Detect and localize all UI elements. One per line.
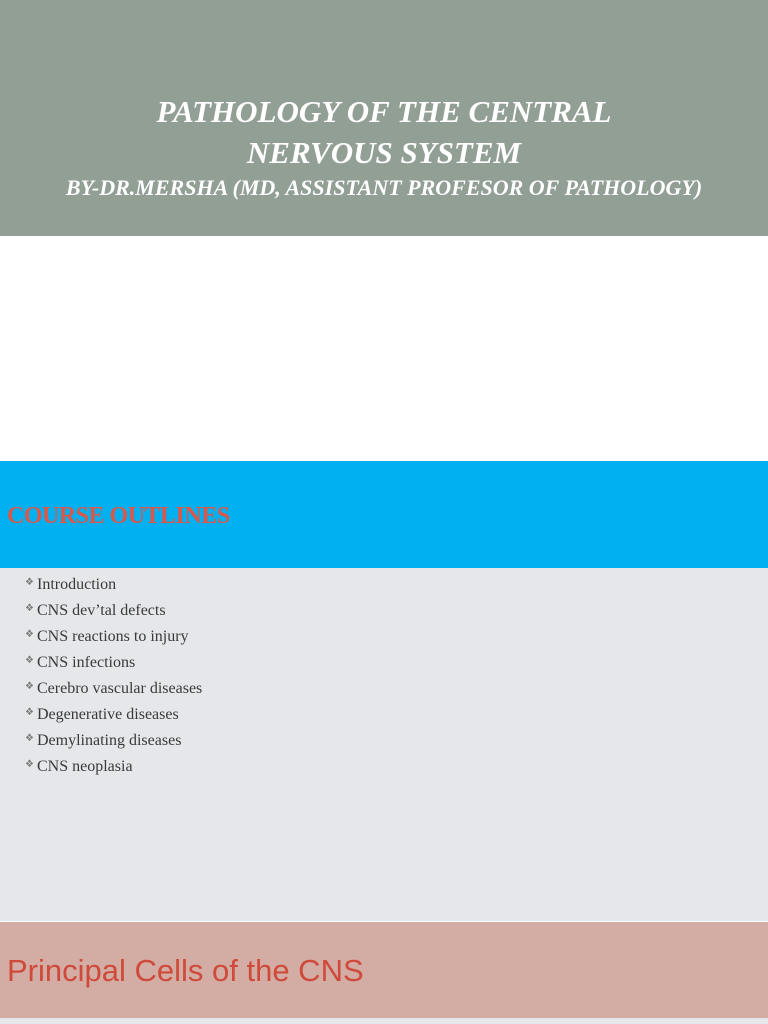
list-item-text: Cerebro vascular diseases bbox=[37, 680, 203, 697]
outline-list bbox=[25, 571, 202, 779]
next-slide-edge bbox=[0, 1018, 768, 1024]
diamond-bullet-icon: ❖ bbox=[25, 629, 34, 640]
list-item bbox=[25, 571, 202, 597]
cells-heading: Principal Cells of the CNS bbox=[7, 953, 364, 988]
diamond-bullet-icon: ❖ bbox=[25, 603, 34, 614]
title-slide bbox=[0, 0, 768, 236]
diamond-bullet-icon: ❖ bbox=[25, 681, 34, 692]
list-item bbox=[25, 597, 202, 623]
slide-title-line-2: NERVOUS SYSTEM bbox=[246, 135, 522, 170]
list-item bbox=[25, 623, 202, 649]
list-item bbox=[25, 675, 202, 701]
list-item bbox=[25, 701, 202, 727]
list-item-text: CNS neoplasia bbox=[37, 758, 133, 775]
diamond-bullet-icon: ❖ bbox=[25, 655, 34, 666]
diamond-bullet-icon: ❖ bbox=[25, 577, 34, 588]
list-item-text: Degenerative diseases bbox=[37, 706, 179, 723]
list-item-text: CNS dev’tal defects bbox=[37, 602, 166, 619]
list-item-text: CNS infections bbox=[37, 654, 136, 671]
list-item-text: CNS reactions to injury bbox=[37, 628, 189, 645]
list-item bbox=[25, 649, 202, 675]
outline-heading: COURSE OUTLINES bbox=[7, 503, 230, 529]
list-item-text: Demylinating diseases bbox=[37, 732, 182, 749]
diamond-bullet-icon: ❖ bbox=[25, 733, 34, 744]
list-item bbox=[25, 753, 202, 779]
slide-title-line-1: PATHOLOGY OF THE CENTRAL bbox=[156, 94, 612, 129]
diamond-bullet-icon: ❖ bbox=[25, 707, 34, 718]
blank-area bbox=[0, 236, 768, 461]
list-item bbox=[25, 727, 202, 753]
author-line: BY-DR.MERSHA (MD, ASSISTANT PROFESOR OF PATHOLOGY) bbox=[65, 175, 703, 200]
diamond-bullet-icon: ❖ bbox=[25, 759, 34, 770]
list-item-text: Introduction bbox=[37, 576, 117, 593]
